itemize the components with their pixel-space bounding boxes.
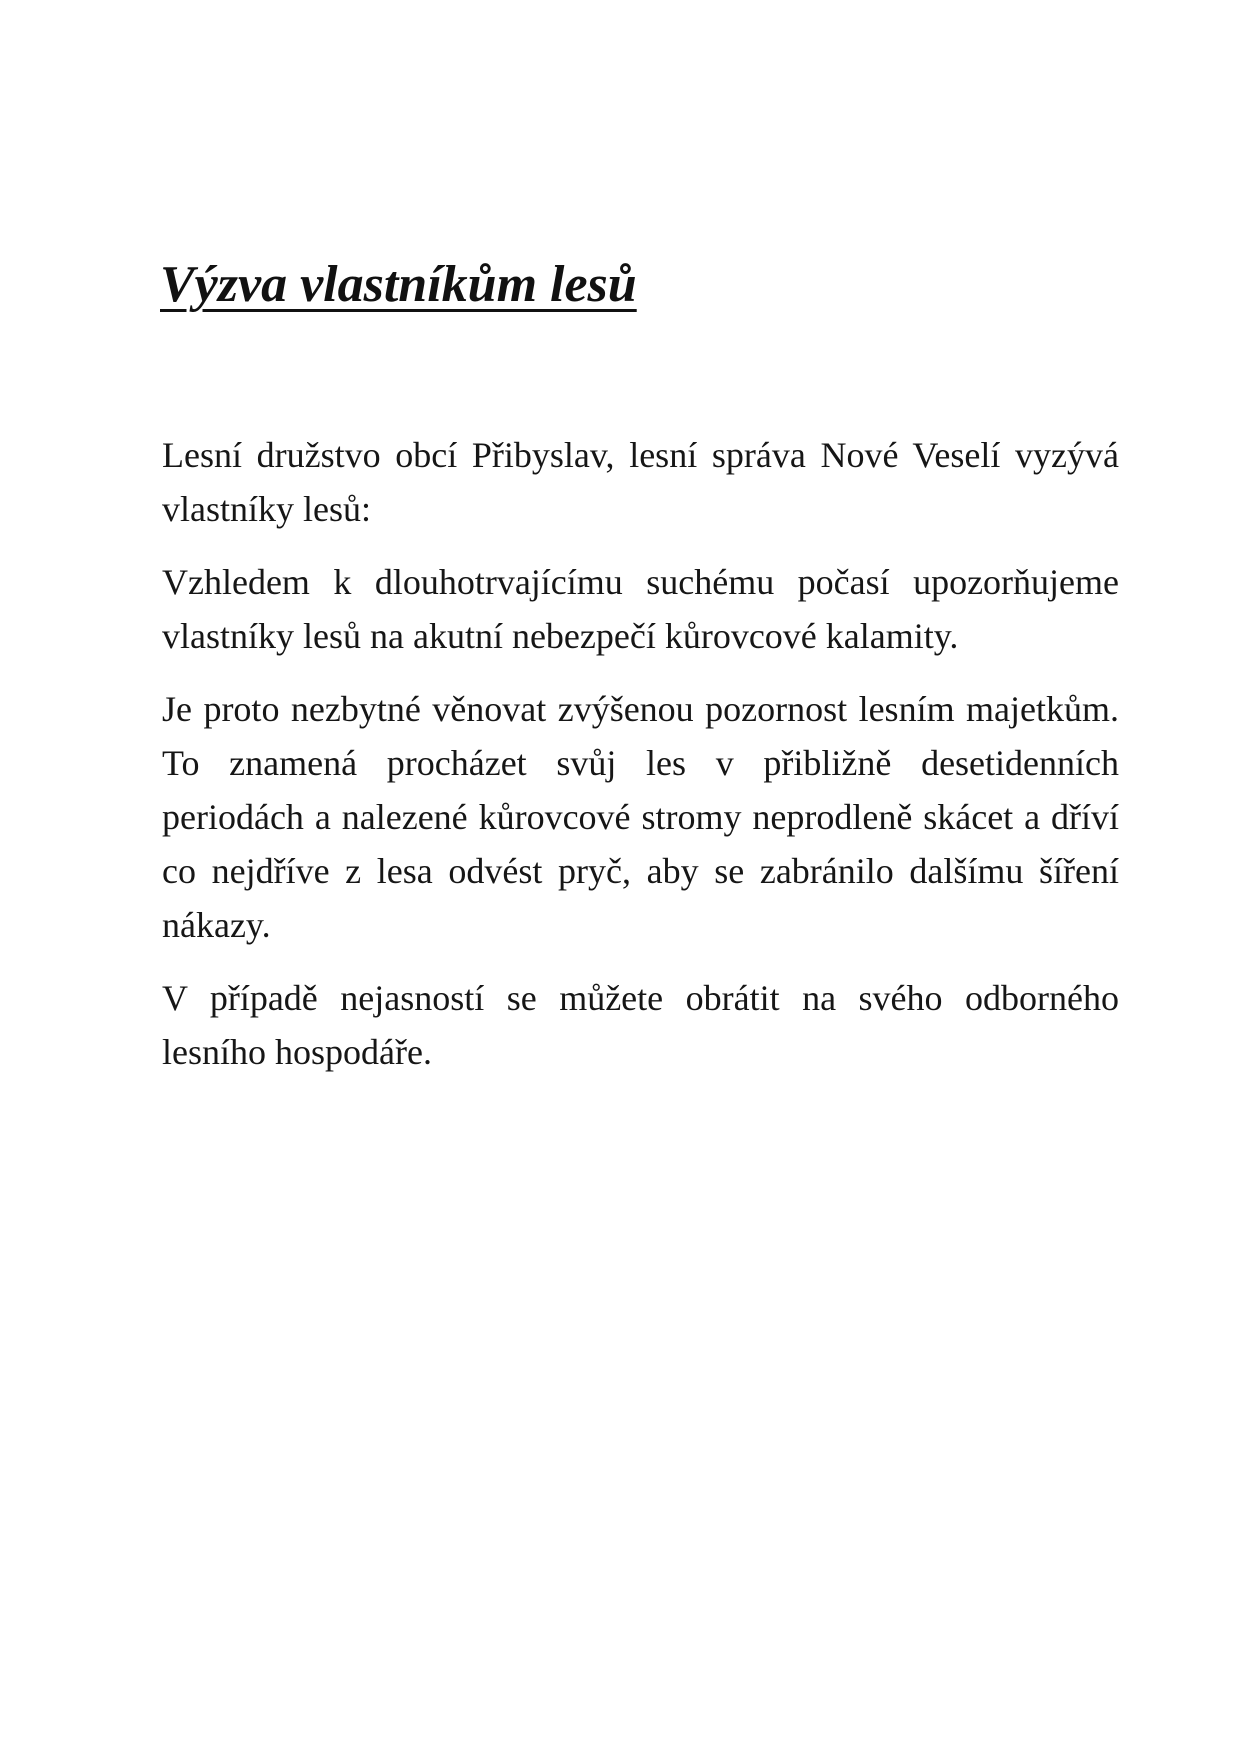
paragraph-drought-warning: Vzhledem k dlouhotrvajícímu suchému počasí upozorňujeme vlastníky lesů na akutní nebezpečí kůrovcové kalamity. bbox=[162, 562, 1119, 656]
paragraph-contact: V případě nejasností se můžete obrátit na svého odborného lesního hospodáře. bbox=[162, 978, 1119, 1072]
paragraph-intro: Lesní družstvo obcí Přibyslav, lesní správa Nové Veselí vyzývá vlastníky lesů: bbox=[162, 435, 1119, 529]
page-title: Výzva vlastníkům lesů bbox=[160, 256, 637, 313]
document-body bbox=[162, 428, 1119, 1098]
paragraph-instructions: Je proto nezbytné věnovat zvýšenou pozornost lesním majetkům. To znamená procházet svůj les v přibližně desetidenních periodách a nalezené kůrovcové stromy neprodleně skácet a dříví co nejdříve z lesa odvést pryč, aby se zabránilo dalšímu šíření nákazy. bbox=[162, 689, 1119, 945]
